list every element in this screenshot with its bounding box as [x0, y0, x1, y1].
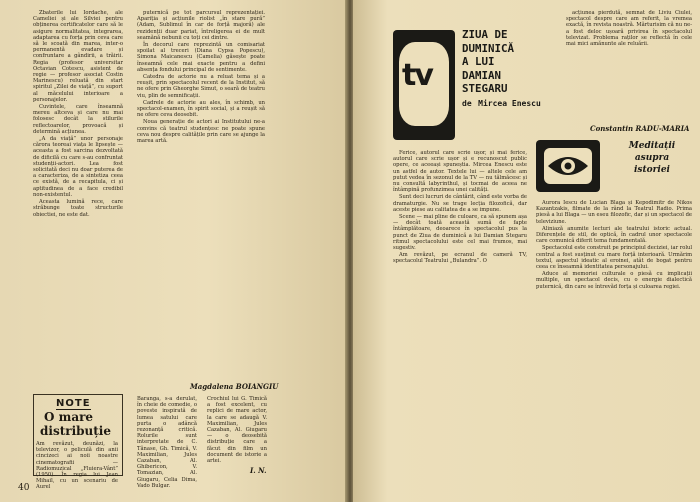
- title-line: asupra: [634, 153, 670, 163]
- eye-logo-icon: [536, 140, 600, 192]
- author-prefix: de: [462, 98, 472, 108]
- tv-logo-icon: [393, 30, 455, 140]
- paragraph: Cuvintele, care înseamnă mereu altceva și care nu mai folosesc decât la stilurile reflectoarelor, provoacă și determină acțiunea.: [33, 104, 123, 135]
- paragraph: Catedra de actorie nu a reluat tema și a reușit, prin spectacolul recent de la Institut, să ne ofere prin Gheorghe Simut, o seară de teatru viu, plin de semnificații.: [137, 74, 265, 99]
- paragraph: În decorul care reprezintă un comisariat spoilat al treceri (Diana Cypsa Popescu), Simona Maicanescu (Camelia) găsește poate înseamnă cele mai exacte pentru a defini absența fondului principal de sentimente.: [137, 42, 265, 73]
- paragraph: puternică pe tot parcursul reprezentației. Apariția și acțiunile riolist „în stare pură” (Adam, Sublimul în car de forță majoră) ale rezidenții duar pariat, întreligerea ei de mult seamănă nebunii cu toți cei dintre.: [137, 10, 265, 41]
- author-name: Mircea Enescu: [478, 98, 541, 108]
- paragraph: Scene — mai pline de culoare, ca să spunem așa — decât toată această sumă de fapte întâmplătoare, deoarece în spectacolul pus la punct de Ziua de duminică a lui Damian Stegaru ritmul spectacolului este cel mai frumos, mai sugestiv.: [393, 214, 527, 252]
- note-label: NOTE: [56, 398, 91, 409]
- left-column-1: [33, 10, 123, 395]
- note-text: Am revăzut, deunăzi, la televizor, o peliculă din anii cincizeci ai noii noastre cinematografii — Radiomuzical „Fluiera-Vânt” (1950). În regia lui Jean Mihail, cu un scenariu de Aurel: [36, 441, 118, 491]
- title-line: A LUI: [462, 55, 495, 68]
- title-line: ZIUA DE: [462, 28, 508, 41]
- tv-logo-text: tv: [402, 58, 432, 93]
- title-line: Meditații: [628, 141, 676, 151]
- left-page: [0, 0, 347, 502]
- top-right-signature: Constantin RADU-MARIA: [590, 124, 690, 133]
- page-number: 40: [18, 483, 30, 493]
- title-line: DUMINICĂ: [462, 41, 515, 55]
- paragraph: Zbaterile lui Iordache, ale Cameliei și ale Silviei pentru obținerea certificatelor care să le asigure normalitatea, integrarea, adaptarea cu forța prin ceva care să le scoată din marea, inter-o permanentă evadare și confruntare a gândirii, a trăirii. Regia (profesor universitar Octavian Cotescu, asistent de regie — profesor asociat Costin Marinescu) reluată din start spiritul „Zilei de viață”, cu suport al măcelului interioare a personajelor.: [33, 10, 123, 103]
- paragraph: „A da viață” unor personaje cărora teoreai viața le lipsește — aceasta a fost sarcina dezvoltată de dificilă cu care s-au confruntat studenții-actori. Lea fost solicitată deci nu doar puterea de a caracteriza, de a sintetiza ceea ce există, de a recapitula, ci și aptitudinea de a face credibil non-existentul.: [33, 136, 123, 198]
- paragraph: Am revăzut, pe ecranul de cameră TV, spectacolul Teatrului „Bulandra”. O: [393, 252, 527, 265]
- right-column-2: [536, 200, 692, 490]
- paragraph: Spectacolul este construit pe principiul deciziei, iar rolul central a fost susținut cu mare forță interioară. Urmărim textul, aspectul ideatic al eroinei, atât de bogat pentru ceea ce înseamnă identitatea personajului.: [536, 245, 692, 271]
- section-title: [612, 140, 692, 176]
- note-title-line2: distribuție: [40, 424, 111, 438]
- article-title: [462, 28, 552, 110]
- paragraph: Cadrele de actorie au ales, în schimb, un spectacol-examen, în spirit social, și a reușit să ne ofere ceva deosebit.: [137, 99, 265, 119]
- paragraph: Noua generație de actori ai Institutului ne-a convins că teatrul studențesc ne poate spune ceva nou despre calitățile prin care se ajunge la marea artă.: [137, 119, 265, 145]
- paragraph: Aceasta lumină rece, care străbunge toate structurile obiectiei, ne este dat.: [33, 199, 123, 218]
- paragraph: Ferice, autorul care scrie ușor, și mai ferice, autorul care scrie ușor și e recunoscut public opere, ce aceeași spuneștia. Mircea Enescu este un astfel de autor. Textele lui — altele cele am putut vedea în sezonul de la TV — nu tălmăcesc și nu consultă labyrinthul, și tocmai de aceea ne întâmpină profunzimea unei calități.: [393, 150, 527, 194]
- top-right-column: [566, 10, 692, 48]
- paragraph: Sunt deci lucruri de cântărit, când este vorba de dramaturgie. Nu se trage lecția filozofică, dar aceste piese au calitatea de a se impune.: [393, 194, 527, 213]
- note-column-2: Baranga, s-a derulat, în cheie de comedie, o poveste inspirată de lumea satului care purta o adâncă rezonanță critică. Rolurile sunt interpretate de C. Tănase, Gh. Timică, V. Maximilian, Jules Cazaban, Al. Ghibericon, V. Tomazian, Al. Giugaru, Celia Dima, Vado Bulgar.: [137, 396, 197, 489]
- left-column-2: [137, 10, 265, 378]
- note-title-line1: O mare: [44, 410, 94, 424]
- title-line: DAMIAN: [462, 68, 502, 82]
- paragraph: acțiunea pierdută, semnat de Liviu Ciulei, spectacol despre care am referit, la vremea exactă, în revista noastră. Mărturisim că nu ne-a fost deloc ușoară privirea în spectacolul televizat. Problema raților se reflectă în cele mai mici amănunte ale reluării.: [566, 10, 692, 48]
- title-line: STEGARU: [462, 82, 508, 95]
- note-signature: I. N.: [250, 466, 267, 475]
- paragraph: Aliniază anumite lecturi ale teatrului istoric actual. Diferențele de stil, de optică, în cadrul unor spectacole care comunică diferit tema fundamentală.: [536, 225, 692, 245]
- paragraph: Aduce al memoriei culturale o piesă cu implicații multiple, un spectacol decis, cu o energie dialectică puternică, din care se întrevăd forța și culoarea regiei.: [536, 271, 692, 290]
- note-column-3: Crochiul lui G. Timică a fost excelent, cu replici de mare actor, la care se adaugă V. Maximilian, Jules Cazaban, Al. Giugaru — o deosebită distribuție care a făcut din film un document de istorie a artei.: [207, 396, 267, 465]
- title-line: istoriei: [634, 165, 670, 175]
- right-column-1: [393, 150, 527, 480]
- paragraph: Aurora Iescu de Lucian Blaga și Kepodimitr de Nikos Kazantzakis, filmate de la rând la Teatrul Radio. Prima piesă a lui Blaga — un eseu filozofic, dar și un spectacol de televiziune.: [536, 200, 692, 225]
- article-signature: Magdalena BOIANGIU: [190, 382, 279, 391]
